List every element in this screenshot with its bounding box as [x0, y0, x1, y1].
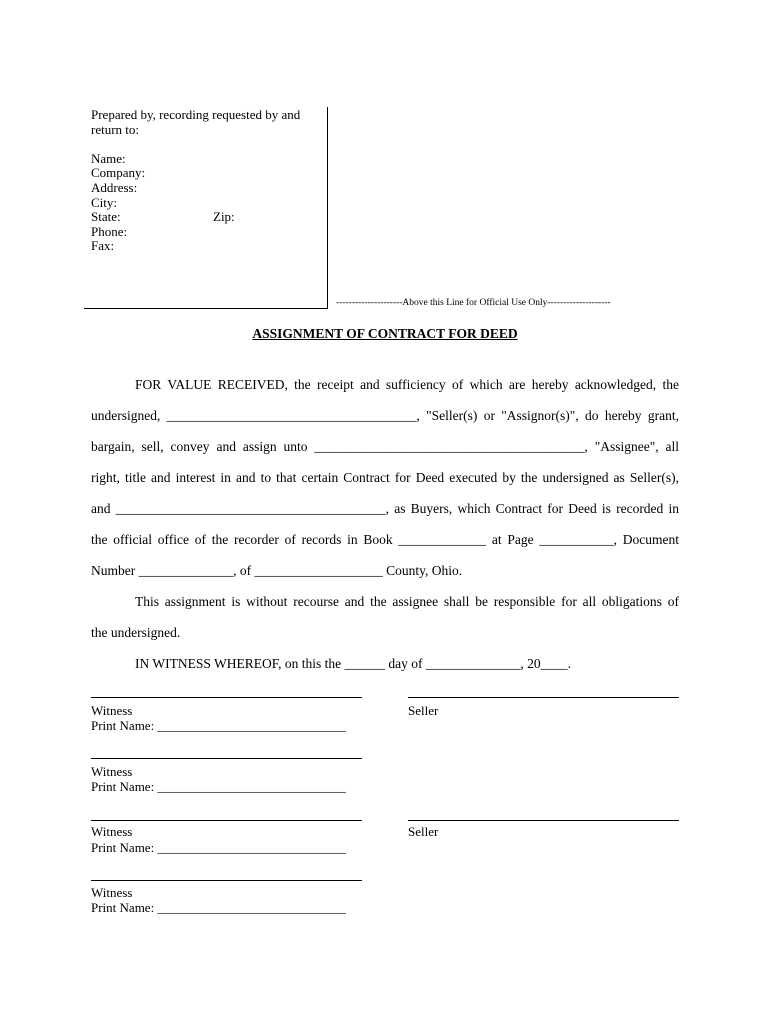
body-line-1: FOR VALUE RECEIVED, the receipt and sufficiency of which are hereby acknowledged, the: [135, 377, 679, 392]
return-to-block: [91, 108, 327, 254]
body-line-2: undersigned, _____________________________________, "Seller(s) or "Assignor(s)", do hereby grant,: [91, 408, 679, 423]
seller-signature-line: [408, 820, 679, 821]
state-label: State:: [91, 209, 121, 225]
print-name-label: Print Name: _____________________________: [91, 779, 346, 794]
seller-label: Seller: [408, 824, 439, 839]
seller-label: Seller: [408, 703, 439, 718]
return-to-label: return to:: [91, 121, 140, 137]
print-name-label: Print Name: _____________________________: [91, 718, 346, 733]
header-horizontal-divider: [84, 308, 328, 309]
witness-signature-line: [91, 820, 362, 821]
header-vertical-divider: [327, 107, 328, 309]
body-line-9: the undersigned.: [91, 625, 181, 640]
body-line-8: This assignment is without recourse and the assignee shall be responsible for all obligations of: [135, 594, 679, 609]
prepared-by-label: Prepared by, recording requested by and: [91, 107, 301, 122]
seller-signature-line: [408, 697, 679, 698]
phone-label: Phone:: [91, 223, 128, 239]
witness-whereof-line: IN WITNESS WHEREOF, on this the ______ day of ______________, 20____.: [135, 656, 572, 671]
document-title: ASSIGNMENT OF CONTRACT FOR DEED: [252, 326, 518, 341]
address-label: Address:: [91, 179, 138, 195]
witness-label: Witness: [91, 764, 133, 779]
fax-label: Fax:: [91, 238, 115, 254]
body-line-7: Number ______________, of ___________________ County, Ohio.: [91, 563, 463, 578]
witness-signature-line: [91, 758, 362, 759]
witness-label: Witness: [91, 885, 133, 900]
witness-label: Witness: [91, 824, 133, 839]
official-use-line: ---------------------Above this Line for Official Use Only--------------------: [336, 298, 611, 308]
print-name-label: Print Name: _____________________________: [91, 840, 346, 855]
witness-signature-line: [91, 880, 362, 881]
witness-signature-line: [91, 697, 362, 698]
zip-label: Zip:: [213, 209, 235, 225]
body-line-6: the official office of the recorder of records in Book _____________ at Page ___________, Document: [91, 532, 679, 547]
body-line-4: right, title and interest in and to that certain Contract for Deed executed by the undersigned as Seller(s),: [91, 470, 679, 485]
witness-label: Witness: [91, 703, 133, 718]
city-label: City:: [91, 194, 118, 210]
print-name-label: Print Name: _____________________________: [91, 900, 346, 915]
name-label: Name:: [91, 150, 126, 166]
company-label: Company:: [91, 165, 146, 181]
body-line-5: and ________________________________________, as Buyers, which Contract for Deed is recorded in: [91, 501, 679, 516]
body-line-3: bargain, sell, convey and assign unto ________________________________________, "Assignee", all: [91, 439, 679, 454]
